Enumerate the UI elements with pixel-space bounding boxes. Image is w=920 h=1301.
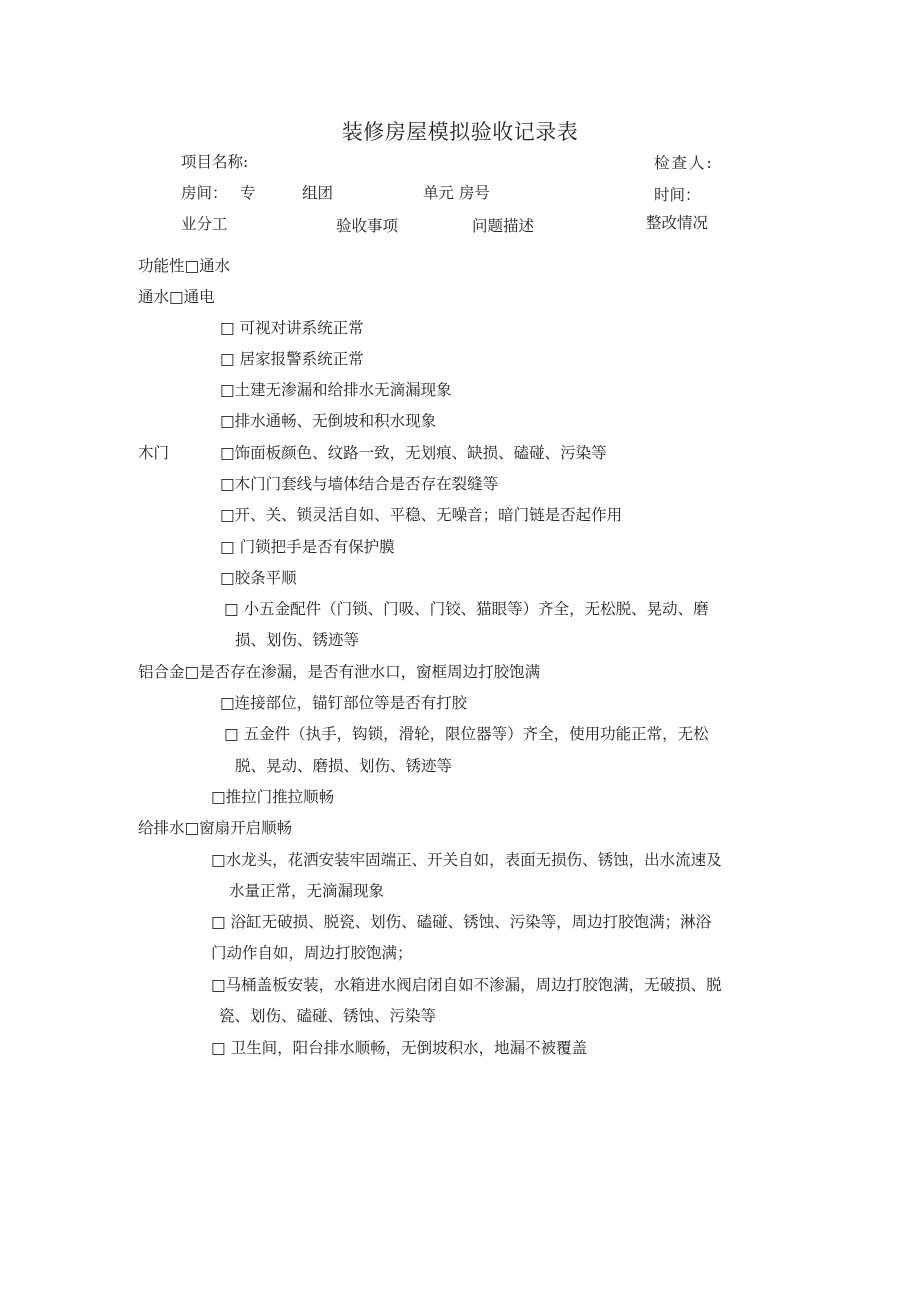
check-item: □ 浴缸无破损、脱瓷、划伤、磕碰、锈蚀、污染等，周边打胶饱满；淋浴 [211, 913, 712, 931]
check-item-continued: 损、划伤、锈迹等 [235, 631, 360, 649]
check-item: □土建无渗漏和给排水无滴漏现象 [220, 381, 452, 399]
check-item: □ 居家报警系统正常 [220, 350, 364, 368]
check-item: □ 小五金配件（门锁、门吸、门铰、猫眼等）齐全，无松脱、晃动、磨 [224, 600, 709, 618]
check-item: □排水通畅、无倒坡和积水现象 [220, 412, 437, 430]
acceptance-item-header: 验收事项 [336, 217, 399, 235]
check-item-continued: 脱、晃动、磨损、划伤、锈迹等 [235, 757, 453, 775]
time-label: 时间： [654, 186, 701, 204]
category-line-plumbing: 给排水□窗扇开启顺畅 [138, 819, 293, 837]
project-name-label: 项目名称: [181, 153, 249, 171]
room-label: 房间： [181, 184, 228, 202]
yefengong-label: 业分工 [181, 215, 228, 233]
check-item: □木门门套线与墙体结合是否存在裂缝等 [220, 475, 499, 493]
zhuan-label: 专 [240, 184, 256, 202]
check-item: □马桶盖板安装，水箱进水阀启闭自如不渗漏，周边打胶饱满，无破损、脱 [211, 976, 722, 994]
check-item-continued: 瓷、划伤、磕碰、锈蚀、污染等 [219, 1007, 437, 1025]
check-item: □饰面板颜色、纹路一致，无划痕、缺损、磕碰、污染等 [220, 444, 607, 462]
group-label: 组团 [302, 184, 334, 202]
check-item: □ 卫生间，阳台排水顺畅，无倒坡积水，地漏不被覆盖 [211, 1039, 588, 1057]
check-item: □ 可视对讲系统正常 [220, 319, 364, 337]
rectification-header: 整改情况 [646, 214, 709, 232]
check-item-continued: 门动作自如，周边打胶饱满； [211, 944, 413, 962]
issue-description-header: 问题描述 [472, 217, 535, 235]
check-item: □ 门锁把手是否有保护膜 [220, 538, 395, 556]
category-line-aluminum: 铝合金□是否存在渗漏，是否有泄水口，窗框周边打胶饱满 [138, 663, 541, 681]
check-item: □ 五金件（执手，钩锁，滑轮，限位器等）齐全，使用功能正常，无松 [224, 725, 709, 743]
check-item-continued: 水量正常，无滴漏现象 [229, 882, 385, 900]
category-line-functional: 功能性□通水 [138, 257, 231, 275]
check-item: □水龙头，花洒安装牢固端正、开关自如，表面无损伤、锈蚀，出水流速及 [211, 851, 722, 869]
check-item: □胶条平顺 [220, 569, 297, 587]
check-item: □开、关、锁灵活自如、平稳、无噪音；暗门链是否起作用 [220, 506, 623, 524]
category-line-water: 通水□通电 [138, 288, 215, 306]
unit-room-label: 单元 房号 [423, 184, 490, 202]
inspector-label: 检查人: [654, 154, 714, 172]
category-label-wood-door: 木门 [138, 444, 170, 462]
check-item: □连接部位，锚钉部位等是否有打胶 [220, 694, 468, 712]
document-title: 装修房屋模拟验收记录表 [341, 120, 579, 144]
check-item: □推拉门推拉顺畅 [211, 788, 335, 806]
